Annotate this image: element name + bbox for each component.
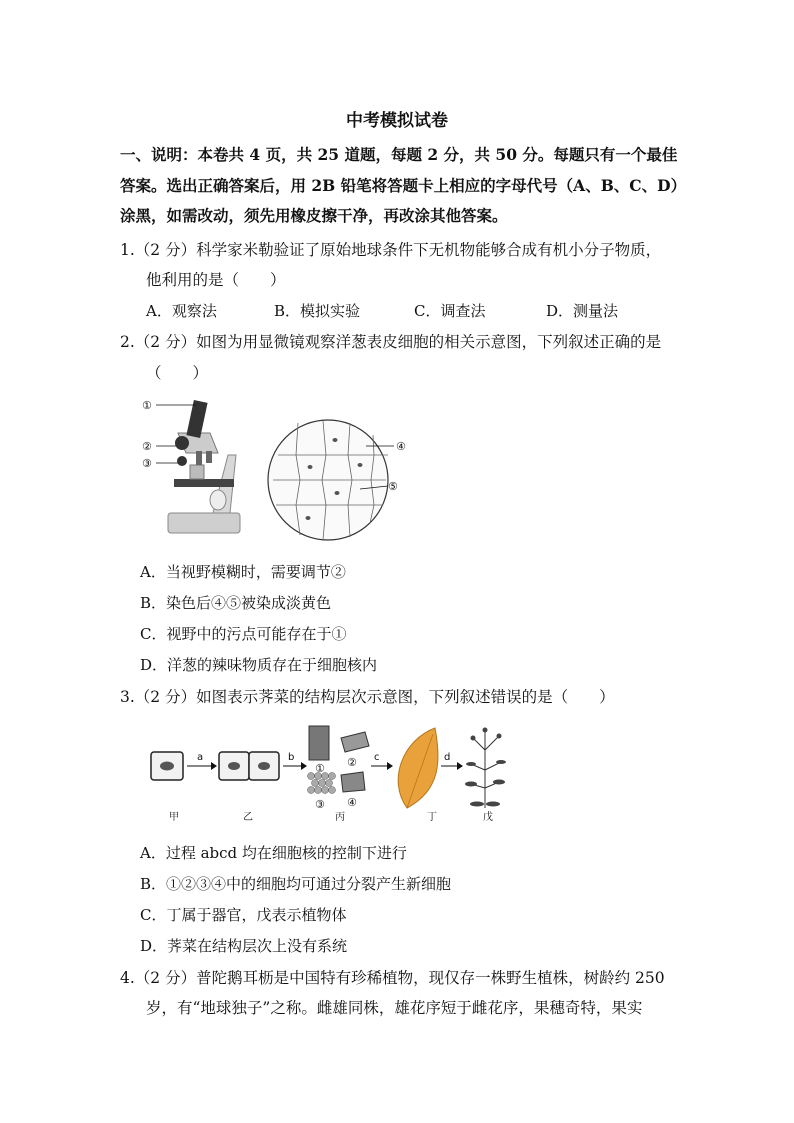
stage-wu: 戊 xyxy=(483,812,493,823)
q4-stem-line-1: 4.（2 分）普陀鹅耳枥是中国特有珍稀植物，现仅存一株野生植株，树龄约 250 xyxy=(120,969,665,987)
q3-stem-line-1: 3.（2 分）如图表示荠菜的结构层次示意图，下列叙述错误的是（ ） xyxy=(120,688,615,706)
onion-cell-view xyxy=(268,420,388,540)
stage-bing: 丙 xyxy=(335,812,345,823)
q4-stem-line-2: 岁，有“地球独子”之称。雌雄同株，雄花序短于雌花序，果穗奇特，果实 xyxy=(146,999,643,1017)
q3-option-c: C．丁属于器官，戊表示植物体 xyxy=(140,906,347,924)
q2-option-a: A．当视野模糊时，需要调节② xyxy=(140,563,346,581)
stage-yi: 乙 xyxy=(243,812,253,823)
stage-ding: 丁 xyxy=(427,812,437,823)
q2-stem-line-1: 2.（2 分）如图为用显微镜观察洋葱表皮细胞的相关示意图，下列叙述正确的是 xyxy=(120,333,662,351)
q3-option-d: D．荠菜在结构层次上没有系统 xyxy=(140,937,348,955)
label-5: ⑤ xyxy=(388,480,398,493)
instructions-line-1: 一、说明：本卷共 4 页，共 25 道题，每题 2 分，共 50 分。每题只有一个最佳 xyxy=(120,145,678,164)
tissue-3: ③ xyxy=(315,798,325,811)
q2-option-d: D．洋葱的辣味物质存在于细胞核内 xyxy=(140,656,378,674)
arrow-a: a xyxy=(197,752,204,763)
arrow-d: d xyxy=(444,752,451,763)
plant-hierarchy-figure xyxy=(145,720,525,825)
q2-stem-line-2: （ ） xyxy=(146,364,209,382)
q1-stem-line-1: 1.（2 分）科学家米勒验证了原始地球条件下无机物能够合成有机小分子物质， xyxy=(120,241,662,259)
microscope-drawing xyxy=(168,400,240,533)
label-1: ① xyxy=(142,399,152,412)
stage-jia: 甲 xyxy=(169,812,179,823)
label-3: ③ xyxy=(142,457,152,470)
q2-option-c: C．视野中的污点可能存在于① xyxy=(140,625,347,643)
tissue-2: ② xyxy=(347,756,357,769)
microscope-figure xyxy=(138,395,418,545)
page-title: 中考模拟试卷 xyxy=(346,111,448,131)
q1-option-a: A．观察法 xyxy=(146,302,217,320)
q3-option-b: B．①②③④中的细胞均可通过分裂产生新细胞 xyxy=(140,875,452,893)
q1-option-b: B．模拟实验 xyxy=(274,302,361,320)
q1-stem-line-2: 他利用的是（ ） xyxy=(146,271,286,289)
q2-option-b: B．染色后④⑤被染成淡黄色 xyxy=(140,594,332,612)
instructions-line-3: 涂黑，如需改动，须先用橡皮擦干净，再改涂其他答案。 xyxy=(120,206,508,225)
instructions-line-2: 答案。选出正确答案后，用 2B 铅笔将答题卡上相应的字母代号（A、B、C、D） xyxy=(120,176,687,195)
tissue-4: ④ xyxy=(347,796,357,809)
q1-option-d: D．测量法 xyxy=(546,302,619,320)
arrow-b: b xyxy=(288,752,295,763)
tissue-1: ① xyxy=(315,762,325,775)
label-2: ② xyxy=(142,440,152,453)
label-4: ④ xyxy=(396,440,406,453)
q1-option-c: C．调查法 xyxy=(414,302,486,320)
q3-option-a: A．过程 abcd 均在细胞核的控制下进行 xyxy=(140,844,407,862)
arrow-c: c xyxy=(374,752,380,763)
